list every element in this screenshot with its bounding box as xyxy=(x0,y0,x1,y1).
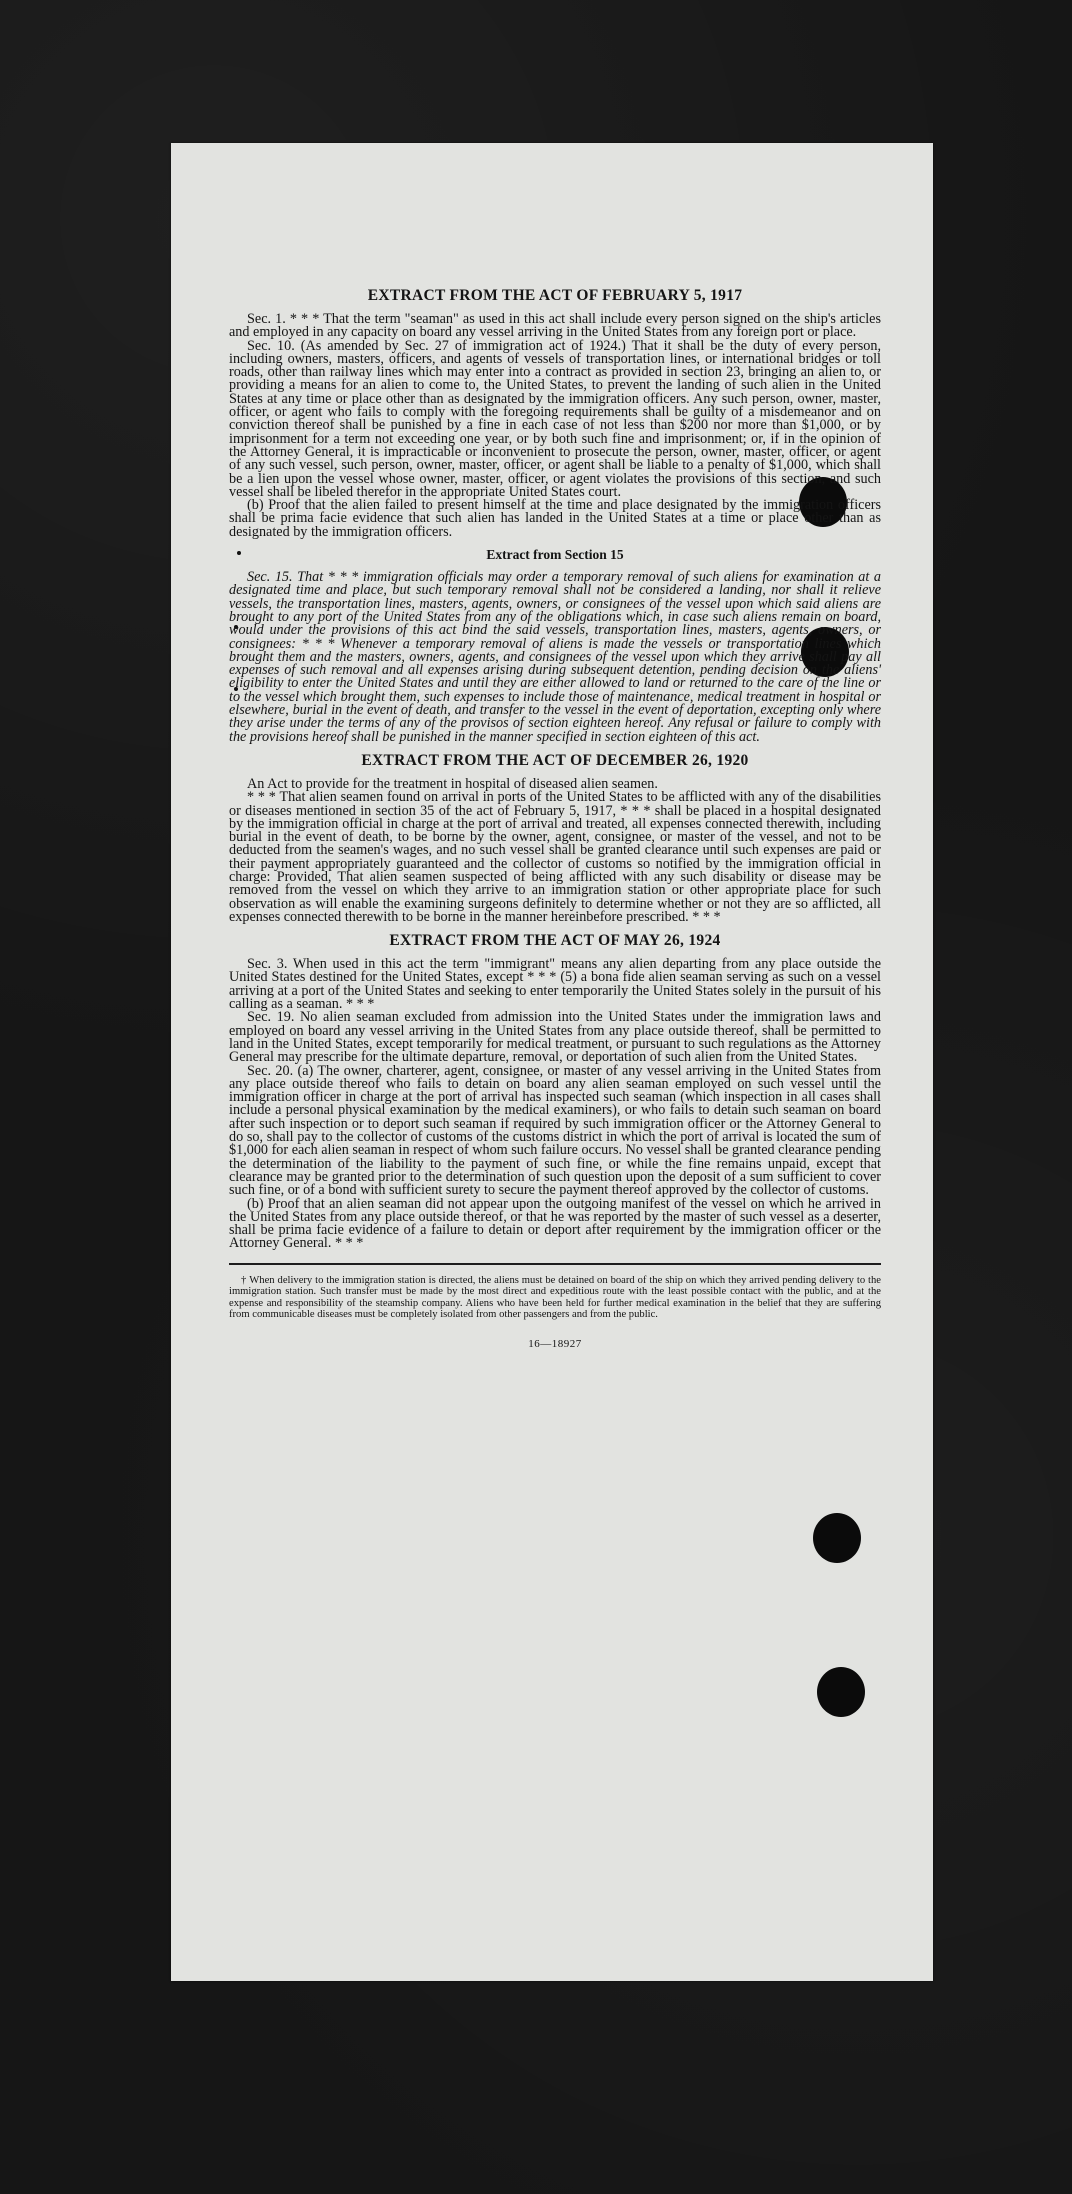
paragraph-1924-b: (b) Proof that an alien seaman did not appear upon the outgoing manifest of the vessel on which he arrived in the United States from any place outside thereof, or that he was reported by the master of such vessel as a deserter, shall be prima facie evidence of a failure to detain or deport after requirement by the immigration officer or the Attorney General. * * * xyxy=(229,1195,881,1252)
punch-hole xyxy=(817,1667,865,1717)
punch-hole xyxy=(813,1513,861,1563)
footnote: † When delivery to the immigration station is directed, the aliens must be detained on board of the ship on which they arrived pending delivery to the immigration station. Such transfer must be made by the most direct and expeditious route with the least possible contact with the public, and at the expense and responsibility of the steamship company. Aliens who have been held for further medical examination in the belief that they are suffering from communicable diseases must be completely isolated from other passengers and from the public. xyxy=(229,1274,881,1320)
document-body xyxy=(229,287,881,1350)
paragraph-1924-sec20: Sec. 20. (a) The owner, charterer, agent, consignee, or master of any vessel arriving in the United States from any place outside thereof who fails to detain on board any alien seaman employed on such vessel until the immigration officer in charge at the port of arrival has inspected such seaman (which inspection in all cases shall include a personal physical examination by the medical examiners), or who fails to detain such seaman on board after such inspection or to deport such seaman if required by such immigration officer or the Attorney General to do so, shall pay to the collector of customs of the customs district in which the port of arrival is located the sum of $1,000 for each alien seaman in respect of whom such failure occurs. No vessel shall be granted clearance pending the determination of the liability to the payment of such fine, or while the fine remains unpaid, except that clearance may be granted prior to the determination of such question upon the deposit of a sum sufficient to cover such fine, or of a bond with sufficient surety to secure the payment thereof approved by the collector of customs. xyxy=(229,1062,881,1199)
heading-section-15: Extract from Section 15 xyxy=(486,547,624,563)
paragraph-1917-sec10: Sec. 10. (As amended by Sec. 27 of immigration act of 1924.) That it shall be the duty of every person, including owners, masters, officers, and agents of vessels of transportation lines, or international bridges or toll roads, other than railway lines which may enter into a contract as provided in section 23, bringing an alien to, or providing a means for an alien to come to, the United States, to prevent the landing of such alien in the United States at any time or place other than as designated by the immigration officers. Any such person, owner, master, officer, or agent who fails to comply with the foregoing requirements shall be guilty of a misdemeanor and on conviction thereof shall be punished by a fine in each case of not less than $200 nor more than $1,000, or by imprisonment for a term not exceeding one year, or by both such fine and imprisonment; or, if in the opinion of the Attorney General, it is impracticable or inconvenient to prosecute the person, owner, master, officer, or agent of any such vessel, such person, owner, master, officer, or agent shall be liable to a penalty of $1,000, which shall be a lien upon the vessel whose owner, master, officer, or agent violates the provisions of this section, and such vessel shall be libeled therefor in the appropriate United States court. xyxy=(229,337,881,500)
form-number: 16—18927 xyxy=(528,1338,582,1351)
footnote-divider xyxy=(229,1263,881,1265)
paragraph-1924-sec3: Sec. 3. When used in this act the term "immigrant" means any alien departing from any place outside the United States destined for the United States, except * * * (5) a bona fide alien seaman serving as such on a vessel arriving at a port of the United States and seeking to enter temporarily the United States solely in the pursuit of his calling as a seaman. * * * xyxy=(229,956,881,1013)
heading-act-1924: EXTRACT FROM THE ACT OF MAY 26, 1924 xyxy=(389,932,721,950)
paragraph-1917-sec1: Sec. 1. * * * That the term "seaman" as used in this act shall include every person signed on the ship's articles and employed in any capacity on board any vessel arriving in the United States from any foreign port or place. xyxy=(229,311,881,341)
paragraph-1924-sec19: Sec. 19. No alien seaman excluded from admission into the United States under the immigration laws and employed on board any vessel arriving in the United States from any place outside thereof, shall be permitted to land in the United States, except temporarily for medical treatment, or pursuant to such regulations as the Attorney General may prescribe for the ultimate departure, removal, or deportation of such alien from the United States. xyxy=(229,1009,881,1066)
paragraph-section-15: Sec. 15. That * * * immigration officials may order a temporary removal of such aliens for examination at a designated time and place, but such temporary removal shall not be considered a landing, nor shall it relieve vessels, the transportation lines, masters, agents, owners, or consignees of the vessel upon which said aliens are brought to any port of the United States from any of the obligations which, in case such aliens remain on board, would under the provisions of this act bind the said vessels, transportation lines, masters, agents, owners, or consignees: * * * Whenever a temporary removal of aliens is made the vessels or transportation lines which brought them and the masters, owners, agents, and consignees of the vessel upon which they arrive shall pay all expenses of such removal and all expenses arising during subsequent detention, pending decision on the aliens' eligibility to enter the United States and until they are either allowed to land or returned to the care of the line or to the vessel which brought them, such expenses to include those of maintenance, medical treatment in hospital or elsewhere, burial in the event of death, and transfer to the vessel in the event of deportation, excepting only where they arise under the terms of any of the provisos of section eighteen hereof. Any refusal or failure to comply with the provisions hereof shall be punished in the manner specified in section eighteen of this act. xyxy=(229,569,881,745)
heading-act-1920: EXTRACT FROM THE ACT OF DECEMBER 26, 1920 xyxy=(361,751,749,769)
document-page xyxy=(171,143,933,1981)
paragraph-1920-body: * * * That alien seamen found on arrival in ports of the United States to be afflicted with any of the disabilities or diseases mentioned in section 35 of the act of February 5, 1917, * * * shall be placed in a hospital designated by the immigration official in charge at the port of arrival and treated, all expenses connected therewith, including burial in the event of death, to be borne by the owner, agent, consignee, or master of the vessel, and not to be deducted from the seamen's wages, and no such vessel shall be granted clearance until such expenses are paid or their payment appropriately guaranteed and the collector of customs so notified by the immigration official in charge: Provided, That alien seamen suspected of being afflicted with any such disability or disease may be removed from the vessel on which they arrive to an immigration station or other appropriate place for such observation as will enable the examining surgeons definitely to determine whether or not they are so afflicted, all expenses connected therewith to be borne in the manner hereinbefore prescribed. * * * xyxy=(229,789,881,925)
paragraph-1917-b: (b) Proof that the alien failed to present himself at the time and place designated by the immigration officers shall be prima facie evidence that such alien has landed in the United States at a time or place other than as designated by the immigration officers. xyxy=(229,497,881,540)
heading-act-1917: EXTRACT FROM THE ACT OF FEBRUARY 5, 1917 xyxy=(367,287,743,304)
paragraph-1920-intro: An Act to provide for the treatment in hospital of diseased alien seamen. xyxy=(247,775,658,792)
